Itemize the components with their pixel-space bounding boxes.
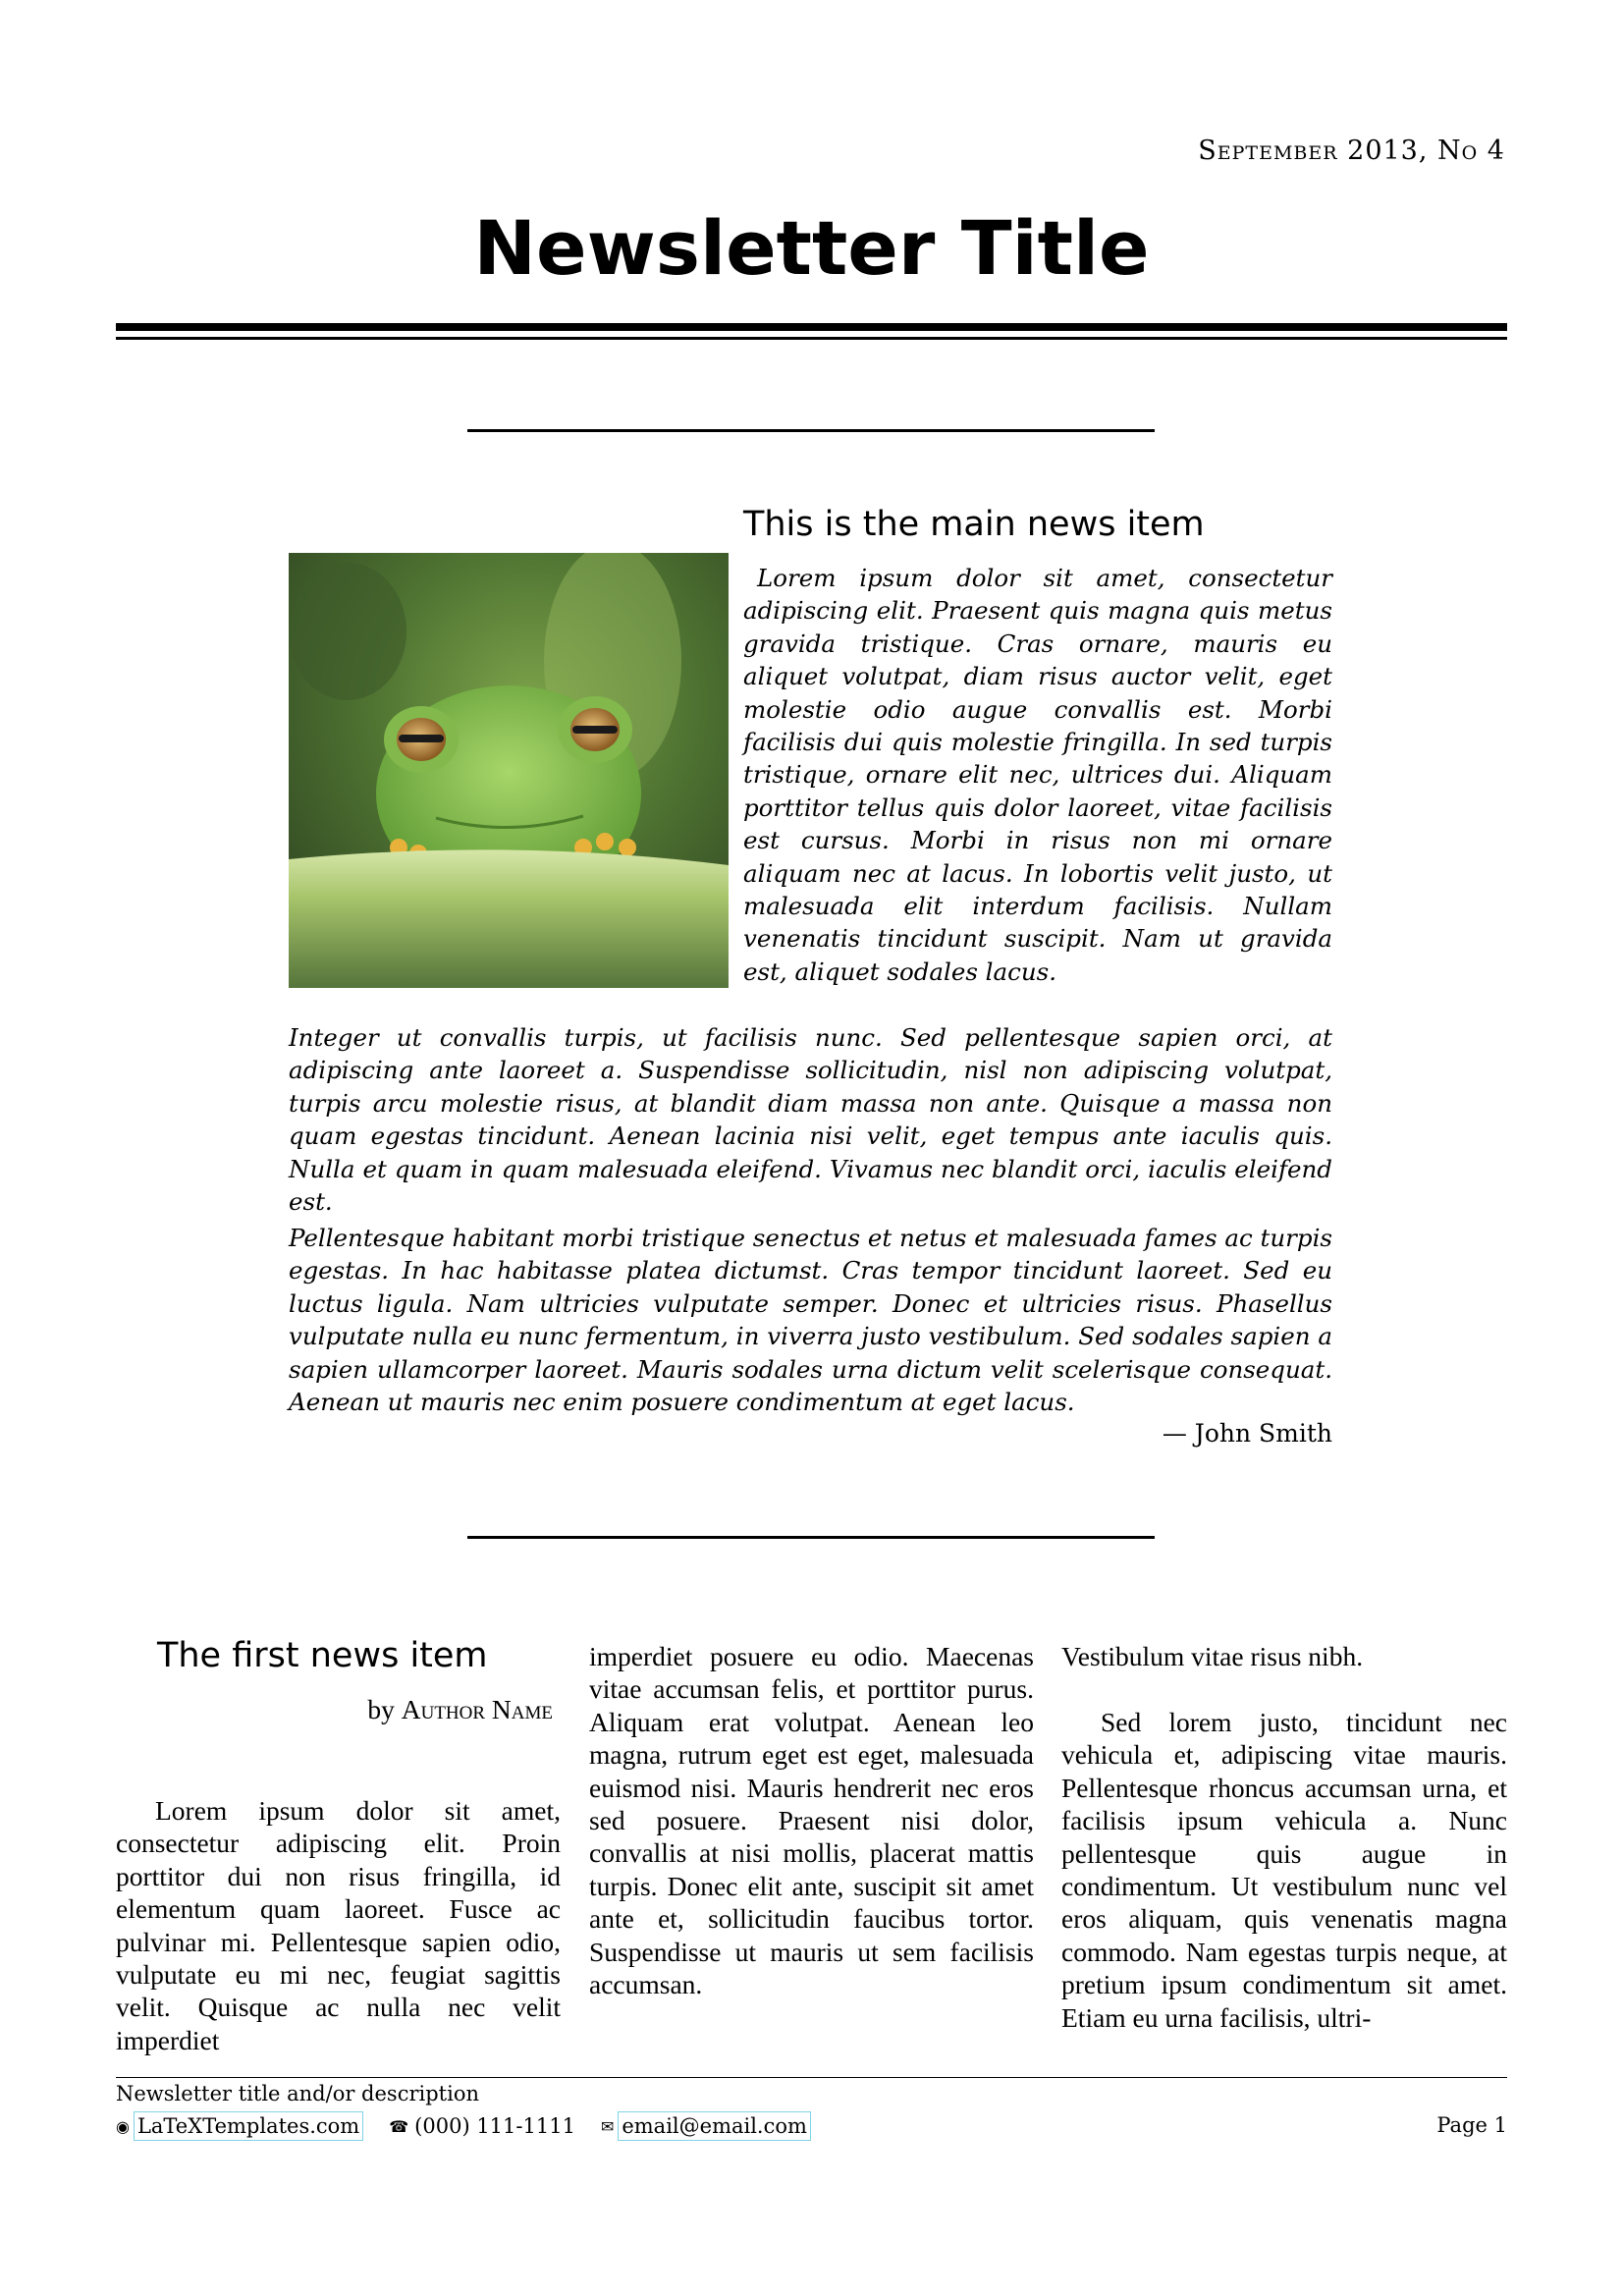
page-number: Page 1 [1436, 2113, 1507, 2137]
header-rule-thin [116, 337, 1507, 340]
main-news-paragraph-1: Lorem ipsum dolor sit amet, consectetur adipiscing elit. Praesent quis magna quis metus gravida tristique. Cras ornare, mauris eu aliquet volutpat, diam risus auctor velit, eget molestie odio augue convallis est. Morbi facilisis dui quis molestie fringilla. In sed turpis tristique, ornare elit nec, ultrices dui. Aliquam porttitor tellus quis dolor laoreet, vitae facilisis est cursus. Morbi in risus non mi ornare aliquam nec at lacus. In lobortis velit justo, ut malesuada elit interdum facilisis. Nullam venenatis tincidunt suscipit. Nam ut gravida est, aliquet sodales lacus. [743, 564, 1332, 986]
footer-contacts [116, 2111, 811, 2141]
main-news-paragraph-3: Pellentesque habitant morbi tristique senectus et netus et malesuada fames ac turpis egestas. In hac habitasse platea dictumst. Cras tempor tincidunt laoreet. Sed eu luctus ligula. Nam ultricies vulputate semper. Donec et ultricies risus. Phasellus vulputate nulla eu nunc fermentum, in viverra justo vestibulum. Sed sodales sapien a sapien ullamcorper laoreet. Mauris sodales urna dictum velit scelerisque consequat. Aenean ut mauris nec enim posuere condimentum at eget lacus. [289, 1224, 1332, 1417]
byline-prefix: by [367, 1694, 395, 1724]
email-link[interactable]: email@email.com [618, 2111, 811, 2141]
envelope-icon: ✉ [600, 2116, 615, 2136]
author-name: Author Name [401, 1694, 553, 1724]
frog-photo [289, 553, 729, 988]
first-news-title: The first news item [157, 1636, 488, 1675]
section-divider-top [467, 429, 1155, 432]
issue-date: September 2013, No 4 [1198, 136, 1505, 166]
main-news-title: This is the main news item [743, 505, 1205, 544]
first-news-column-1: Lorem ipsum dolor sit amet, consectetur adipiscing elit. Proin porttitor dui non risus fringilla, id elementum quam laoreet. Fusce ac pulvinar mi. Pellentesque sapien odio, vulputate eu mi nec, feugiat sagittis velit. Quisque ac nulla nec velit imperdiet [116, 1795, 561, 2055]
first-news-column-2: imperdiet posuere eu odio. Maecenas vitae accumsan felis, et porttitor purus. Aliquam erat volutpat. Aenean leo magna, rutrum eget est eget, malesuada euismod nisi. Mauris hendrerit nec eros sed posuere. Praesent nisi dolor, convallis at nisi mollis, placerat mattis turpis. Donec elit ante, suscipit sit amet ante et, sollicitudin faucibus tortor. Suspendisse ut mauris ut sem facilisis accumsan. [589, 1641, 1034, 2000]
author-signature: — John Smith [1162, 1419, 1332, 1448]
footer-description: Newsletter title and/or description [116, 2082, 479, 2105]
main-news-paragraph-2: Integer ut convallis turpis, ut facilisis nunc. Sed pellentesque sapien orci, at adipiscing ante laoreet a. Suspendisse sollicitudin, nisl non adipiscing volutpat, turpis arcu molestie risus, at blandit diam massa non ante. Quisque a massa non quam egestas tincidunt. Aenean lacinia nisi velit, eget tempus ante iaculis quis. Nulla et quam in quam malesuada eleifend. Vivamus nec blandit orci, iaculis eleifend est. [289, 1023, 1332, 1217]
phone-icon: ☎ [389, 2116, 409, 2136]
footer-rule [116, 2077, 1507, 2078]
globe-icon: ◉ [116, 2116, 130, 2136]
byline [367, 1694, 553, 1725]
phone-number: (000) 111-1111 [414, 2114, 575, 2138]
header-rule-thick [116, 323, 1507, 331]
website-link[interactable]: LaTeXTemplates.com [134, 2111, 363, 2141]
newsletter-title: Newsletter Title [473, 204, 1150, 292]
first-news-column-3-intro: Vestibulum vitae risus nibh. [1061, 1641, 1364, 1671]
section-divider-bottom [467, 1536, 1155, 1539]
first-news-column-3: Sed lorem justo, tincidunt nec vehicula et, adipiscing vitae mauris. Pellentesque rhoncus accumsan urna, et facilisis ipsum vehicula a. Nunc pellentesque quis augue in condimentum. Ut vestibulum nunc vel eros aliquam, quis venenatis magna commodo. Nam egestas turpis neque, at pretium ipsum condimentum sit amet. Etiam eu urna facilisis, ultri- [1061, 1707, 1507, 2033]
